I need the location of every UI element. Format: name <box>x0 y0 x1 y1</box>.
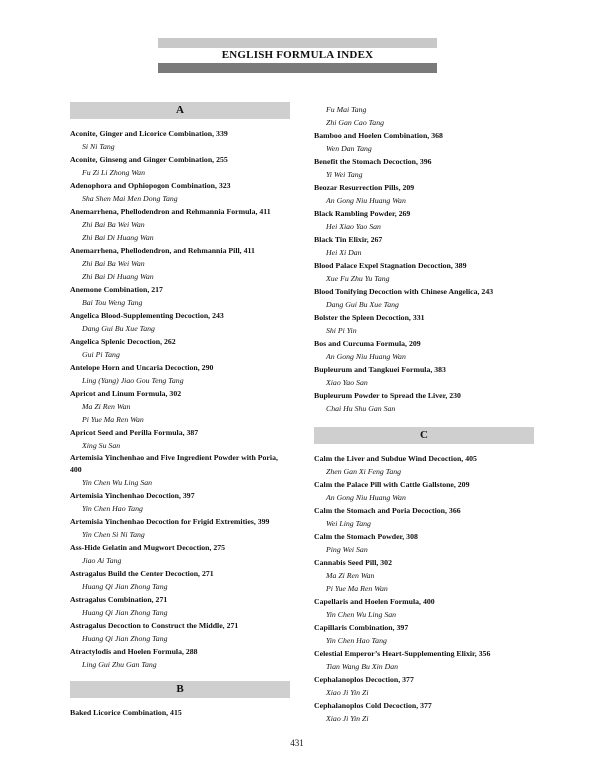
entry-title: Benefit the Stomach Decoction, 396 <box>314 157 432 166</box>
index-entry <box>314 311 534 337</box>
entry-title: Cephalanoplos Cold Decoction, 377 <box>314 701 432 710</box>
entry-pinyin: Ping Wei San <box>326 545 368 554</box>
entry-title: Beozar Resurrection Pills, 209 <box>314 183 415 192</box>
entry-title: Anemarrhena, Phellodendron, and Rehmannia Pill, 411 <box>70 246 255 255</box>
index-entry <box>70 205 290 244</box>
index-entry <box>70 645 290 671</box>
right-column <box>314 103 534 725</box>
entry-pinyin: Yin Chen Hao Tang <box>82 504 143 513</box>
entry-title: Astragalus Decoction to Construct the Middle, 271 <box>70 621 239 630</box>
entry-list-b-continued <box>314 103 534 415</box>
entry-title: Ass-Hide Gelatin and Mugwort Decoction, 275 <box>70 543 226 552</box>
entry-pinyin: Dang Gui Bu Xue Tang <box>326 300 399 309</box>
entry-title: Anemarrhena, Phellodendron and Rehmannia Formula, 411 <box>70 207 271 216</box>
entry-pinyin: Huang Qi Jian Zhong Tang <box>82 634 168 643</box>
entry-title: Baked Licorice Combination, 415 <box>70 708 182 717</box>
index-entry <box>70 452 290 489</box>
entry-list-a <box>70 127 290 671</box>
entry-pinyin: Zhi Gan Cao Tang <box>326 118 384 127</box>
entry-title: Atractylodis and Hoelen Formula, 288 <box>70 647 198 656</box>
entry-pinyin: Si Ni Tang <box>82 142 115 151</box>
index-entry <box>314 530 534 556</box>
section-header-b: B <box>70 681 290 698</box>
page-number: 431 <box>290 738 304 748</box>
index-entry <box>314 647 534 673</box>
entry-title: Capellaris and Hoelen Formula, 400 <box>314 597 435 606</box>
section-header-c: C <box>314 427 534 444</box>
entry-title: Artemisia Yinchenhao Decoction, 397 <box>70 491 195 500</box>
index-entry <box>70 515 290 541</box>
entry-pinyin: Hei Xiao Yao San <box>326 222 381 231</box>
index-entry <box>70 593 290 619</box>
left-column <box>70 102 290 719</box>
entry-title: Calm the Stomach Powder, 308 <box>314 532 418 541</box>
entry-title: Aconite, Ginseng and Ginger Combination, 255 <box>70 155 228 164</box>
index-entry <box>314 673 534 699</box>
index-entry <box>70 426 290 452</box>
entry-pinyin: Zhi Bai Ba Wei Wan <box>82 259 145 268</box>
index-entry <box>70 283 290 309</box>
index-entry <box>70 619 290 645</box>
entry-pinyin: Zhi Bai Ba Wei Wan <box>82 220 145 229</box>
index-entry <box>70 706 290 719</box>
entry-pinyin: Jiao Ai Tang <box>82 556 122 565</box>
page-title: ENGLISH FORMULA INDEX <box>221 49 374 61</box>
index-entry <box>314 595 534 621</box>
entry-title: Bolster the Spleen Decoction, 331 <box>314 313 425 322</box>
entry-pinyin: Xiao Ji Yin Zi <box>326 688 369 697</box>
entry-title: Bamboo and Hoelen Combination, 368 <box>314 131 443 140</box>
entry-title: Calm the Palace Pill with Cattle Gallstone, 209 <box>314 480 470 489</box>
entry-title: Cannabis Seed Pill, 302 <box>314 558 392 567</box>
entry-pinyin: Yin Chen Hao Tang <box>326 636 387 645</box>
entry-pinyin: Zhen Gan Xi Feng Tang <box>326 467 402 476</box>
entry-pinyin: Xiao Yao San <box>326 378 368 387</box>
entry-title: Cephalanoplos Decoction, 377 <box>314 675 414 684</box>
entry-pinyin: Tian Wang Bu Xin Dan <box>326 662 399 671</box>
entry-title: Astragalus Build the Center Decoction, 271 <box>70 569 214 578</box>
index-entry <box>70 127 290 153</box>
entry-pinyin: Pi Yue Ma Ren Wan <box>326 584 388 593</box>
entry-pinyin: Hei Xi Dan <box>326 248 362 257</box>
index-entry <box>70 489 290 515</box>
index-entry <box>314 285 534 311</box>
entry-pinyin: Zhi Bai Di Huang Wan <box>82 272 154 281</box>
entry-title: Blood Palace Expel Stagnation Decoction, 389 <box>314 261 467 270</box>
entry-pinyin: Ling Gui Zhu Gan Tang <box>82 660 157 669</box>
entry-title: Bupleurum and Tangkuei Formula, 383 <box>314 365 446 374</box>
entry-pinyin: Huang Qi Jian Zhong Tang <box>82 582 168 591</box>
index-entry <box>70 361 290 387</box>
entry-pinyin: Dang Gui Bu Xue Tang <box>82 324 155 333</box>
entry-pinyin: Yin Chen Si Ni Tang <box>82 530 145 539</box>
entry-title: Adenophora and Ophiopogon Combination, 323 <box>70 181 231 190</box>
entry-pinyin: Zhi Bai Di Huang Wan <box>82 233 154 242</box>
entry-pinyin: Bai Tou Weng Tang <box>82 298 143 307</box>
entry-pinyin: Chai Hu Shu Gan San <box>326 404 396 413</box>
entry-title: Bos and Curcuma Formula, 209 <box>314 339 421 348</box>
entry-title: Capillaris Combination, 397 <box>314 623 409 632</box>
entry-pinyin: Ling (Yang) Jiao Gou Teng Tang <box>82 376 184 385</box>
entry-title: Calm the Liver and Subdue Wind Decoction, 405 <box>314 454 477 463</box>
entry-title: Apricot and Linum Formula, 302 <box>70 389 182 398</box>
index-entry <box>314 363 534 389</box>
section-header-a: A <box>70 102 290 119</box>
entry-title: Celestial Emperor’s Heart-Supplementing Elixir, 356 <box>314 649 491 658</box>
entry-title: Astragalus Combination, 271 <box>70 595 168 604</box>
entry-pinyin: Gui Pi Tang <box>82 350 120 359</box>
index-entry <box>314 389 534 415</box>
entry-title: Angelica Splenic Decoction, 262 <box>70 337 176 346</box>
entry-title: Antelope Horn and Uncaria Decoction, 290 <box>70 363 214 372</box>
index-entry <box>70 567 290 593</box>
entry-pinyin: Pi Yue Ma Ren Wan <box>82 415 144 424</box>
entry-pinyin: Xue Fu Zhu Yu Tang <box>326 274 390 283</box>
entry-title: Apricot Seed and Perilla Formula, 387 <box>70 428 199 437</box>
index-entry <box>314 207 534 233</box>
entry-pinyin: Huang Qi Jian Zhong Tang <box>82 608 168 617</box>
index-entry <box>314 181 534 207</box>
index-entry <box>314 556 534 595</box>
entry-pinyin: Ma Zi Ren Wan <box>82 402 131 411</box>
index-entry <box>70 387 290 426</box>
index-entry <box>314 621 534 647</box>
entry-list-c <box>314 452 534 725</box>
index-entry <box>314 129 534 155</box>
entry-pinyin: Shi Pi Yin <box>326 326 357 335</box>
entry-pinyin: An Gong Niu Huang Wan <box>326 493 406 502</box>
entry-pinyin: An Gong Niu Huang Wan <box>326 352 406 361</box>
entry-pinyin: Xing Su San <box>82 441 121 450</box>
index-entry <box>70 309 290 335</box>
entry-pinyin: Yin Chen Wu Ling San <box>326 610 397 619</box>
entry-title: Blood Tonifying Decoction with Chinese Angelica, 243 <box>314 287 494 296</box>
entry-title: Artemisia Yinchenhao Decoction for Frigid Extremities, 399 <box>70 517 270 526</box>
entry-title: Calm the Stomach and Poria Decoction, 366 <box>314 506 461 515</box>
entry-pinyin: Wei Ling Tang <box>326 519 371 528</box>
entry-title: Bupleurum Powder to Spread the Liver, 230 <box>314 391 461 400</box>
entry-title: Black Tin Elixir, 267 <box>314 235 383 244</box>
entry-pinyin: Fu Mai Tang <box>326 105 367 114</box>
index-entry <box>314 504 534 530</box>
index-entry <box>70 179 290 205</box>
entry-pinyin: An Gong Niu Huang Wan <box>326 196 406 205</box>
entry-pinyin: Yi Wei Tang <box>326 170 363 179</box>
title-bottom-bar <box>158 63 437 73</box>
index-entry <box>70 335 290 361</box>
entry-pinyin: Yin Chen Wu Ling San <box>82 478 153 487</box>
index-entry <box>314 337 534 363</box>
entry-title: Aconite, Ginger and Licorice Combination, 339 <box>70 129 228 138</box>
entry-pinyin: Sha Shen Mai Men Dong Tang <box>82 194 178 203</box>
entry-title: Angelica Blood-Supplementing Decoction, 243 <box>70 311 224 320</box>
entry-list-b <box>70 706 290 719</box>
index-entry <box>314 155 534 181</box>
title-top-bar <box>158 38 437 48</box>
index-entry <box>314 259 534 285</box>
entry-pinyin: Xiao Ji Yin Zi <box>326 714 369 723</box>
entry-pinyin: Fu Zi Li Zhong Wan <box>82 168 145 177</box>
entry-title: Anemone Combination, 217 <box>70 285 163 294</box>
index-entry <box>314 233 534 259</box>
index-entry <box>70 541 290 567</box>
index-entry <box>314 699 534 725</box>
index-entry <box>70 244 290 283</box>
entry-title: Artemisia Yinchenhao and Five Ingredient Powder with Poria, 400 <box>70 453 278 474</box>
entry-pinyin: Wen Dan Tang <box>326 144 372 153</box>
index-entry <box>314 103 534 129</box>
index-entry <box>314 452 534 478</box>
entry-pinyin: Ma Zi Ren Wan <box>326 571 375 580</box>
index-entry <box>314 478 534 504</box>
index-entry <box>70 153 290 179</box>
entry-title: Black Rambling Powder, 269 <box>314 209 411 218</box>
